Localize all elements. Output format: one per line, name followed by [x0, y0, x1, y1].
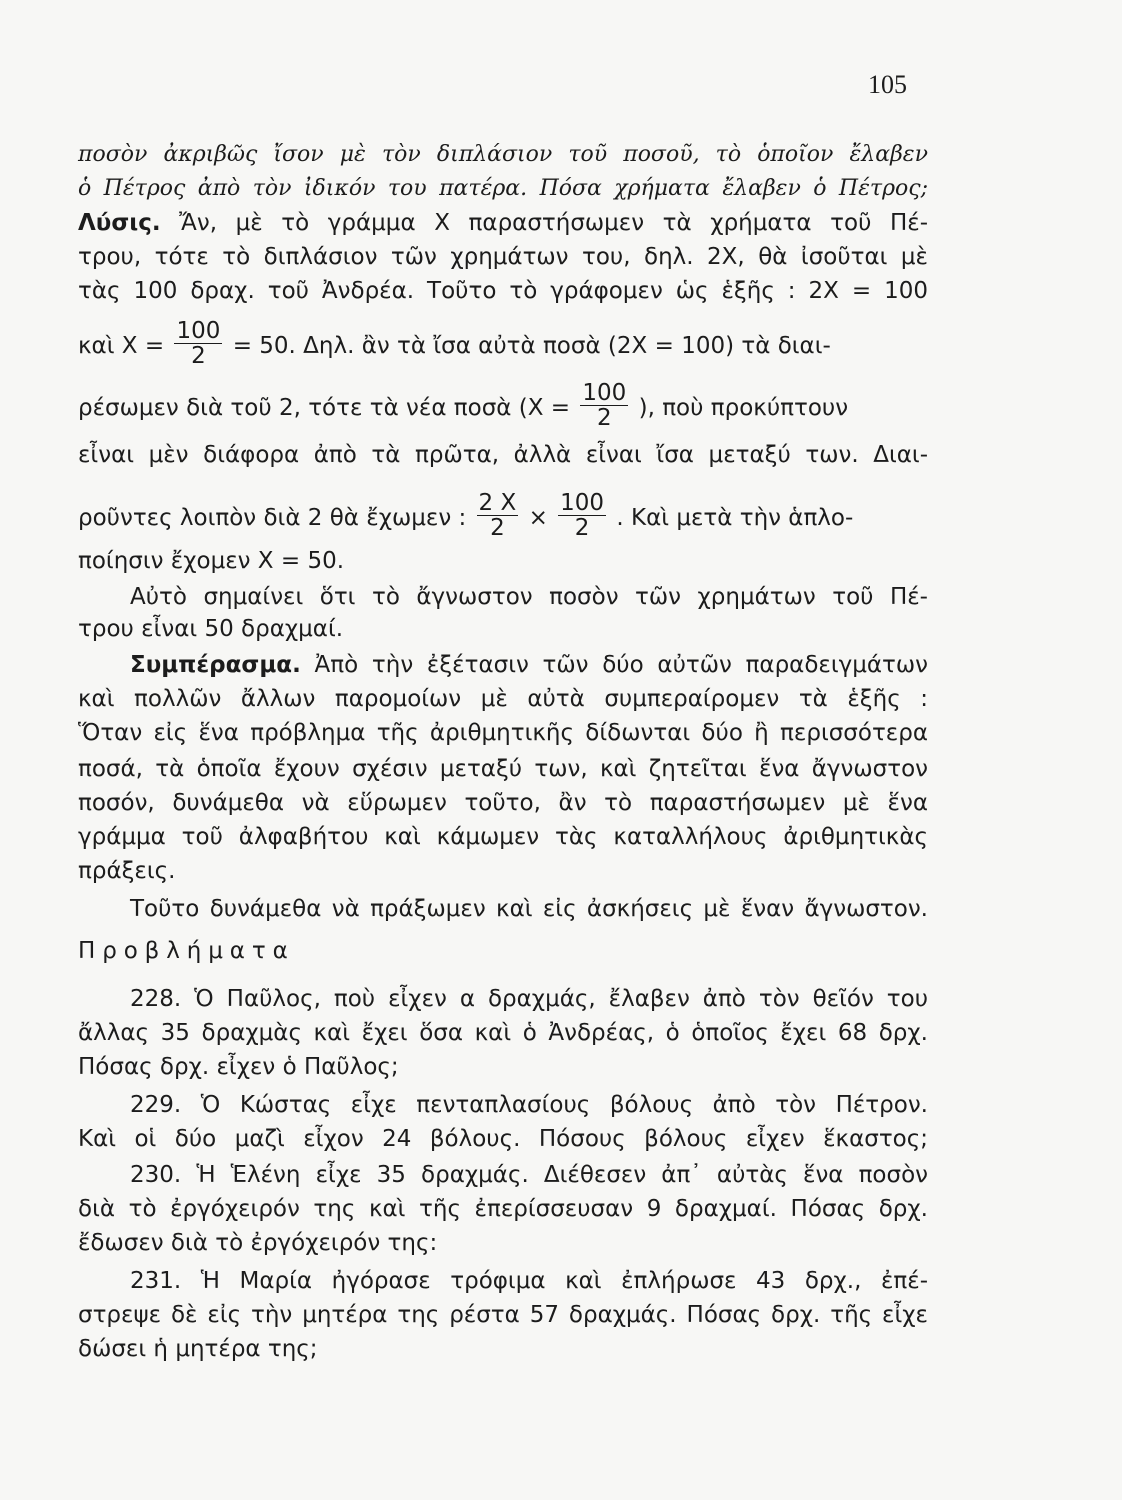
text-line-9	[78, 490, 928, 543]
fraction-numerator: 2 Χ	[478, 490, 517, 516]
fraction-denominator: 2	[191, 343, 206, 369]
text-line-12: τρου εἶναι 50 δραχμαί.	[78, 616, 344, 642]
line-9-start: ροῦντες λοιπὸν διὰ 2 θὰ ἔχωμεν :	[78, 505, 467, 531]
text-line-17: ποσόν, δυνάμεθα νὰ εὕρωμεν τοῦτο, ἂν τὸ παραστήσωμεν μὲ ἕνα	[78, 790, 928, 816]
text-line-14: καὶ πολλῶν ἄλλων παρομοίων μὲ αὐτὰ συμπεραίρομεν τὰ ἑξῆς :	[78, 686, 928, 712]
problem-229-line-2: Καὶ οἱ δύο μαζὶ εἶχον 24 βόλους. Πόσους βόλους εἶχεν ἕκαστος;	[78, 1126, 928, 1152]
text-line-6	[78, 318, 928, 371]
text-line-13	[78, 650, 928, 680]
conclusion-label: Συμπέρασμα.	[130, 652, 301, 678]
problem-230-line-3: ἔδωσεν διὰ τὸ ἐργόχειρόν της:	[78, 1230, 438, 1256]
fraction-numerator: 100	[582, 380, 627, 406]
problem-228-line-3: Πόσας δρχ. εἶχεν ὁ Παῦλος;	[78, 1054, 399, 1080]
fraction-100-over-2	[174, 319, 222, 368]
solution-label: Λύσις.	[78, 210, 161, 236]
fraction-2x-over-2	[477, 491, 519, 540]
text-line-16: ποσά, τὰ ὁποῖα ἔχουν σχέσιν μεταξύ των, καὶ ζητεῖται ἕνα ἄγνωστον	[78, 756, 928, 782]
text-line-4: τρου, τότε τὸ διπλάσιον τῶν χρημάτων του, δηλ. 2Χ, θὰ ἰσοῦται μὲ	[78, 244, 928, 270]
fraction-numerator: 100	[560, 490, 605, 516]
line-6-start: καὶ Χ =	[78, 333, 165, 359]
problem-228-line-1: 228. Ὁ Παῦλος, ποὺ εἶχεν α δραχμάς, ἔλαβεν ἀπὸ τὸν θεῖόν του	[130, 986, 928, 1012]
fraction-100-over-2	[580, 381, 628, 430]
problem-230-line-1: 230. Ἡ Ἑλένη εἶχε 35 δραχμάς. Διέθεσεν ἀπ᾽ αὐτὰς ἕνα ποσὸν	[130, 1162, 928, 1188]
problem-230-line-2: διὰ τὸ ἐργόχειρόν της καὶ τῆς ἐπερίσσευσαν 9 δραχμαί. Πόσας δρχ.	[78, 1196, 928, 1222]
page-number: 105	[868, 70, 907, 99]
text-line-7	[78, 380, 928, 433]
text-line-2: ὁ Πέτρος ἀπὸ τὸν ἰδικόν του πατέρα. Πόσα χρήματα ἔλαβεν ὁ Πέτρος;	[78, 176, 928, 201]
text-line-3	[78, 208, 928, 238]
text-line-3-body: Ἄν, μὲ τὸ γράμμα Χ παραστήσωμεν τὰ χρήματα τοῦ Πέ-	[160, 210, 928, 236]
text-line-15: Ὅταν εἰς ἕνα πρόβλημα τῆς ἀριθμητικῆς δίδωνται δύο ἢ περισσότερα	[78, 720, 928, 746]
text-line-1: ποσὸν ἀκριβῶς ἴσον μὲ τὸν διπλάσιον τοῦ ποσοῦ, τὸ ὁποῖον ἔλαβεν	[78, 142, 928, 167]
line-7-start: ρέσωμεν διὰ τοῦ 2, τότε τὰ νέα ποσὰ (Χ =	[78, 395, 571, 421]
section-heading: Προβλήματα	[78, 938, 295, 964]
text-line-20: Τοῦτο δυνάμεθα νὰ πράξωμεν καὶ εἰς ἀσκήσεις μὲ ἕναν ἄγνωστον.	[130, 896, 928, 922]
fraction-denominator: 2	[597, 405, 612, 431]
text-line-18: γράμμα τοῦ ἀλφαβήτου καὶ κάμωμεν τὰς καταλλήλους ἀριθμητικὰς	[78, 824, 928, 850]
text-line-10: ποίησιν ἔχομεν Χ = 50.	[78, 548, 345, 574]
text-line-19: πράξεις.	[78, 858, 176, 884]
text-line-5: τὰς 100 δραχ. τοῦ Ἀνδρέα. Τοῦτο τὸ γράφομεν ὡς ἑξῆς : 2Χ = 100	[78, 278, 928, 304]
line-9-end: . Καὶ μετὰ τὴν ἁπλο-	[616, 505, 854, 531]
line-7-end: ), ποὺ προκύπτουν	[638, 395, 849, 421]
fraction-denominator: 2	[574, 515, 590, 541]
fraction-100-over-2	[558, 491, 606, 540]
fraction-numerator: 100	[176, 318, 221, 344]
text-line-11: Αὐτὸ σημαίνει ὅτι τὸ ἄγνωστον ποσὸν τῶν χρημάτων τοῦ Πέ-	[130, 584, 928, 610]
times-sign: ×	[528, 505, 548, 531]
problem-231-line-1: 231. Ἡ Μαρία ἠγόρασε τρόφιμα καὶ ἐπλήρωσε 43 δρχ., ἐπέ-	[130, 1268, 928, 1294]
problem-231-line-3: δώσει ἡ μητέρα της;	[78, 1336, 318, 1362]
line-6-end: = 50. Δηλ. ἂν τὰ ἴσα αὐτὰ ποσὰ (2Χ = 100) τὰ διαι-	[232, 333, 831, 359]
problem-231-line-2: στρεψε δὲ εἰς τὴν μητέρα της ρέστα 57 δραχμάς. Πόσας δρχ. τῆς εἶχε	[78, 1302, 928, 1328]
text-line-8: εἶναι μὲν διάφορα ἀπὸ τὰ πρῶτα, ἀλλὰ εἶναι ἴσα μεταξύ των. Διαι-	[78, 442, 928, 468]
problem-229-line-1: 229. Ὁ Κώστας εἶχε πενταπλασίους βόλους ἀπὸ τὸν Πέτρον.	[130, 1092, 928, 1118]
fraction-denominator: 2	[490, 515, 505, 541]
problem-228-line-2: ἄλλας 35 δραχμὰς καὶ ἔχει ὅσα καὶ ὁ Ἀνδρέας, ὁ ὁποῖος ἔχει 68 δρχ.	[78, 1020, 928, 1046]
text-line-13-body: Ἀπὸ τὴν ἐξέτασιν τῶν δύο αὐτῶν παραδειγμάτων	[300, 652, 928, 678]
